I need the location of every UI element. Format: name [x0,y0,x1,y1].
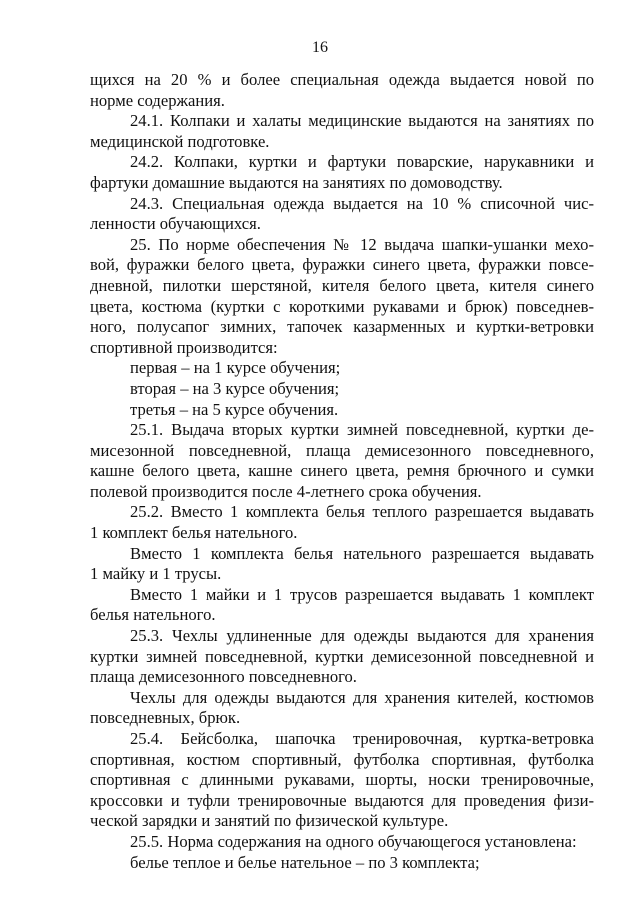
text-line: спортивная, костюм спортивный, футболка спортивная, футболка [90,749,594,769]
text-line: белья нательного. [90,605,216,625]
text-line: спортивная с длинными рукавами, шорты, носки тренировочные, [90,770,594,790]
text-line: 24.1. Колпаки и халаты медицинские выдаются на занятиях по [130,111,594,131]
text-line: Вместо 1 комплекта белья нательного разрешается выдавать [130,543,594,563]
text-line: вой, фуражки белого цвета, фуражки синего цвета, фуражки повсе- [90,255,594,275]
text-line: 24.2. Колпаки, куртки и фартуки поварские, нарукавники и [130,152,594,172]
text-line: ного, полусапог зимних, тапочек казарменных и куртки-ветровки [90,317,594,337]
text-line: ленности обучающихся. [90,214,261,234]
text-line: куртки зимней повседневной, куртки демисезонной повседневной и [90,646,594,666]
text-line: 1 майку и 1 трусы. [90,564,222,584]
text-line: третья – на 5 курсе обучения. [130,399,339,419]
text-line: плаща демисезонного повседневного. [90,667,357,687]
text-line: Чехлы для одежды выдаются для хранения кителей, костюмов [130,687,594,707]
page-number: 16 [312,39,328,56]
text-line: кроссовки и туфли тренировочные выдаются для проведения физи- [90,790,594,810]
text-line: белье теплое и белье нательное – по 3 комплекта; [130,852,480,872]
text-line: полевой производится после 4-летнего срока обучения. [90,481,482,501]
text-line: повседневных, брюк. [90,708,241,728]
text-line: спортивной производится: [90,337,278,357]
text-line: медицинской подготовке. [90,131,270,151]
text-line: 24.3. Специальная одежда выдается на 10 % списочной чис- [130,193,594,213]
text-line: 1 комплект белья нательного. [90,523,298,543]
text-line: ческой зарядки и занятий по физической культуре. [90,811,449,831]
text-line: 25. По норме обеспечения № 12 выдача шапки-ушанки мехо- [130,234,594,254]
text-line: норме содержания. [90,90,225,110]
document-body [90,70,594,873]
text-line: дневной, пилотки шерстяной, кителя белого цвета, кителя синего [90,275,594,295]
text-line: 25.3. Чехлы удлиненные для одежды выдаются для хранения [130,626,594,646]
text-line: первая – на 1 курсе обучения; [130,358,341,378]
text-line: вторая – на 3 курсе обучения; [130,378,340,398]
text-line: 25.2. Вместо 1 комплекта белья теплого разрешается выдавать [130,502,594,522]
text-line: 25.4. Бейсболка, шапочка тренировочная, куртка-ветровка [130,729,594,748]
text-line: цвета, костюма (куртки с короткими рукавами и брюк) повседнев- [90,296,594,316]
text-line: 25.5. Норма содержания на одного обучающегося установлена: [130,831,577,851]
text-line: Вместо 1 майки и 1 трусов разрешается выдавать 1 комплект [130,584,594,604]
text-line: мисезонной повседневной, плаща демисезонного повседневного, [90,440,594,460]
text-line: фартуки домашние выдаются на занятиях по домоводству. [90,172,503,192]
text-line: кашне белого цвета, кашне синего цвета, ремня брючного и сумки [90,461,594,481]
text-line: 25.1. Выдача вторых куртки зимней повседневной, куртки де- [130,420,594,440]
text-line: щихся на 20 % и более специальная одежда выдается новой по [90,70,594,89]
